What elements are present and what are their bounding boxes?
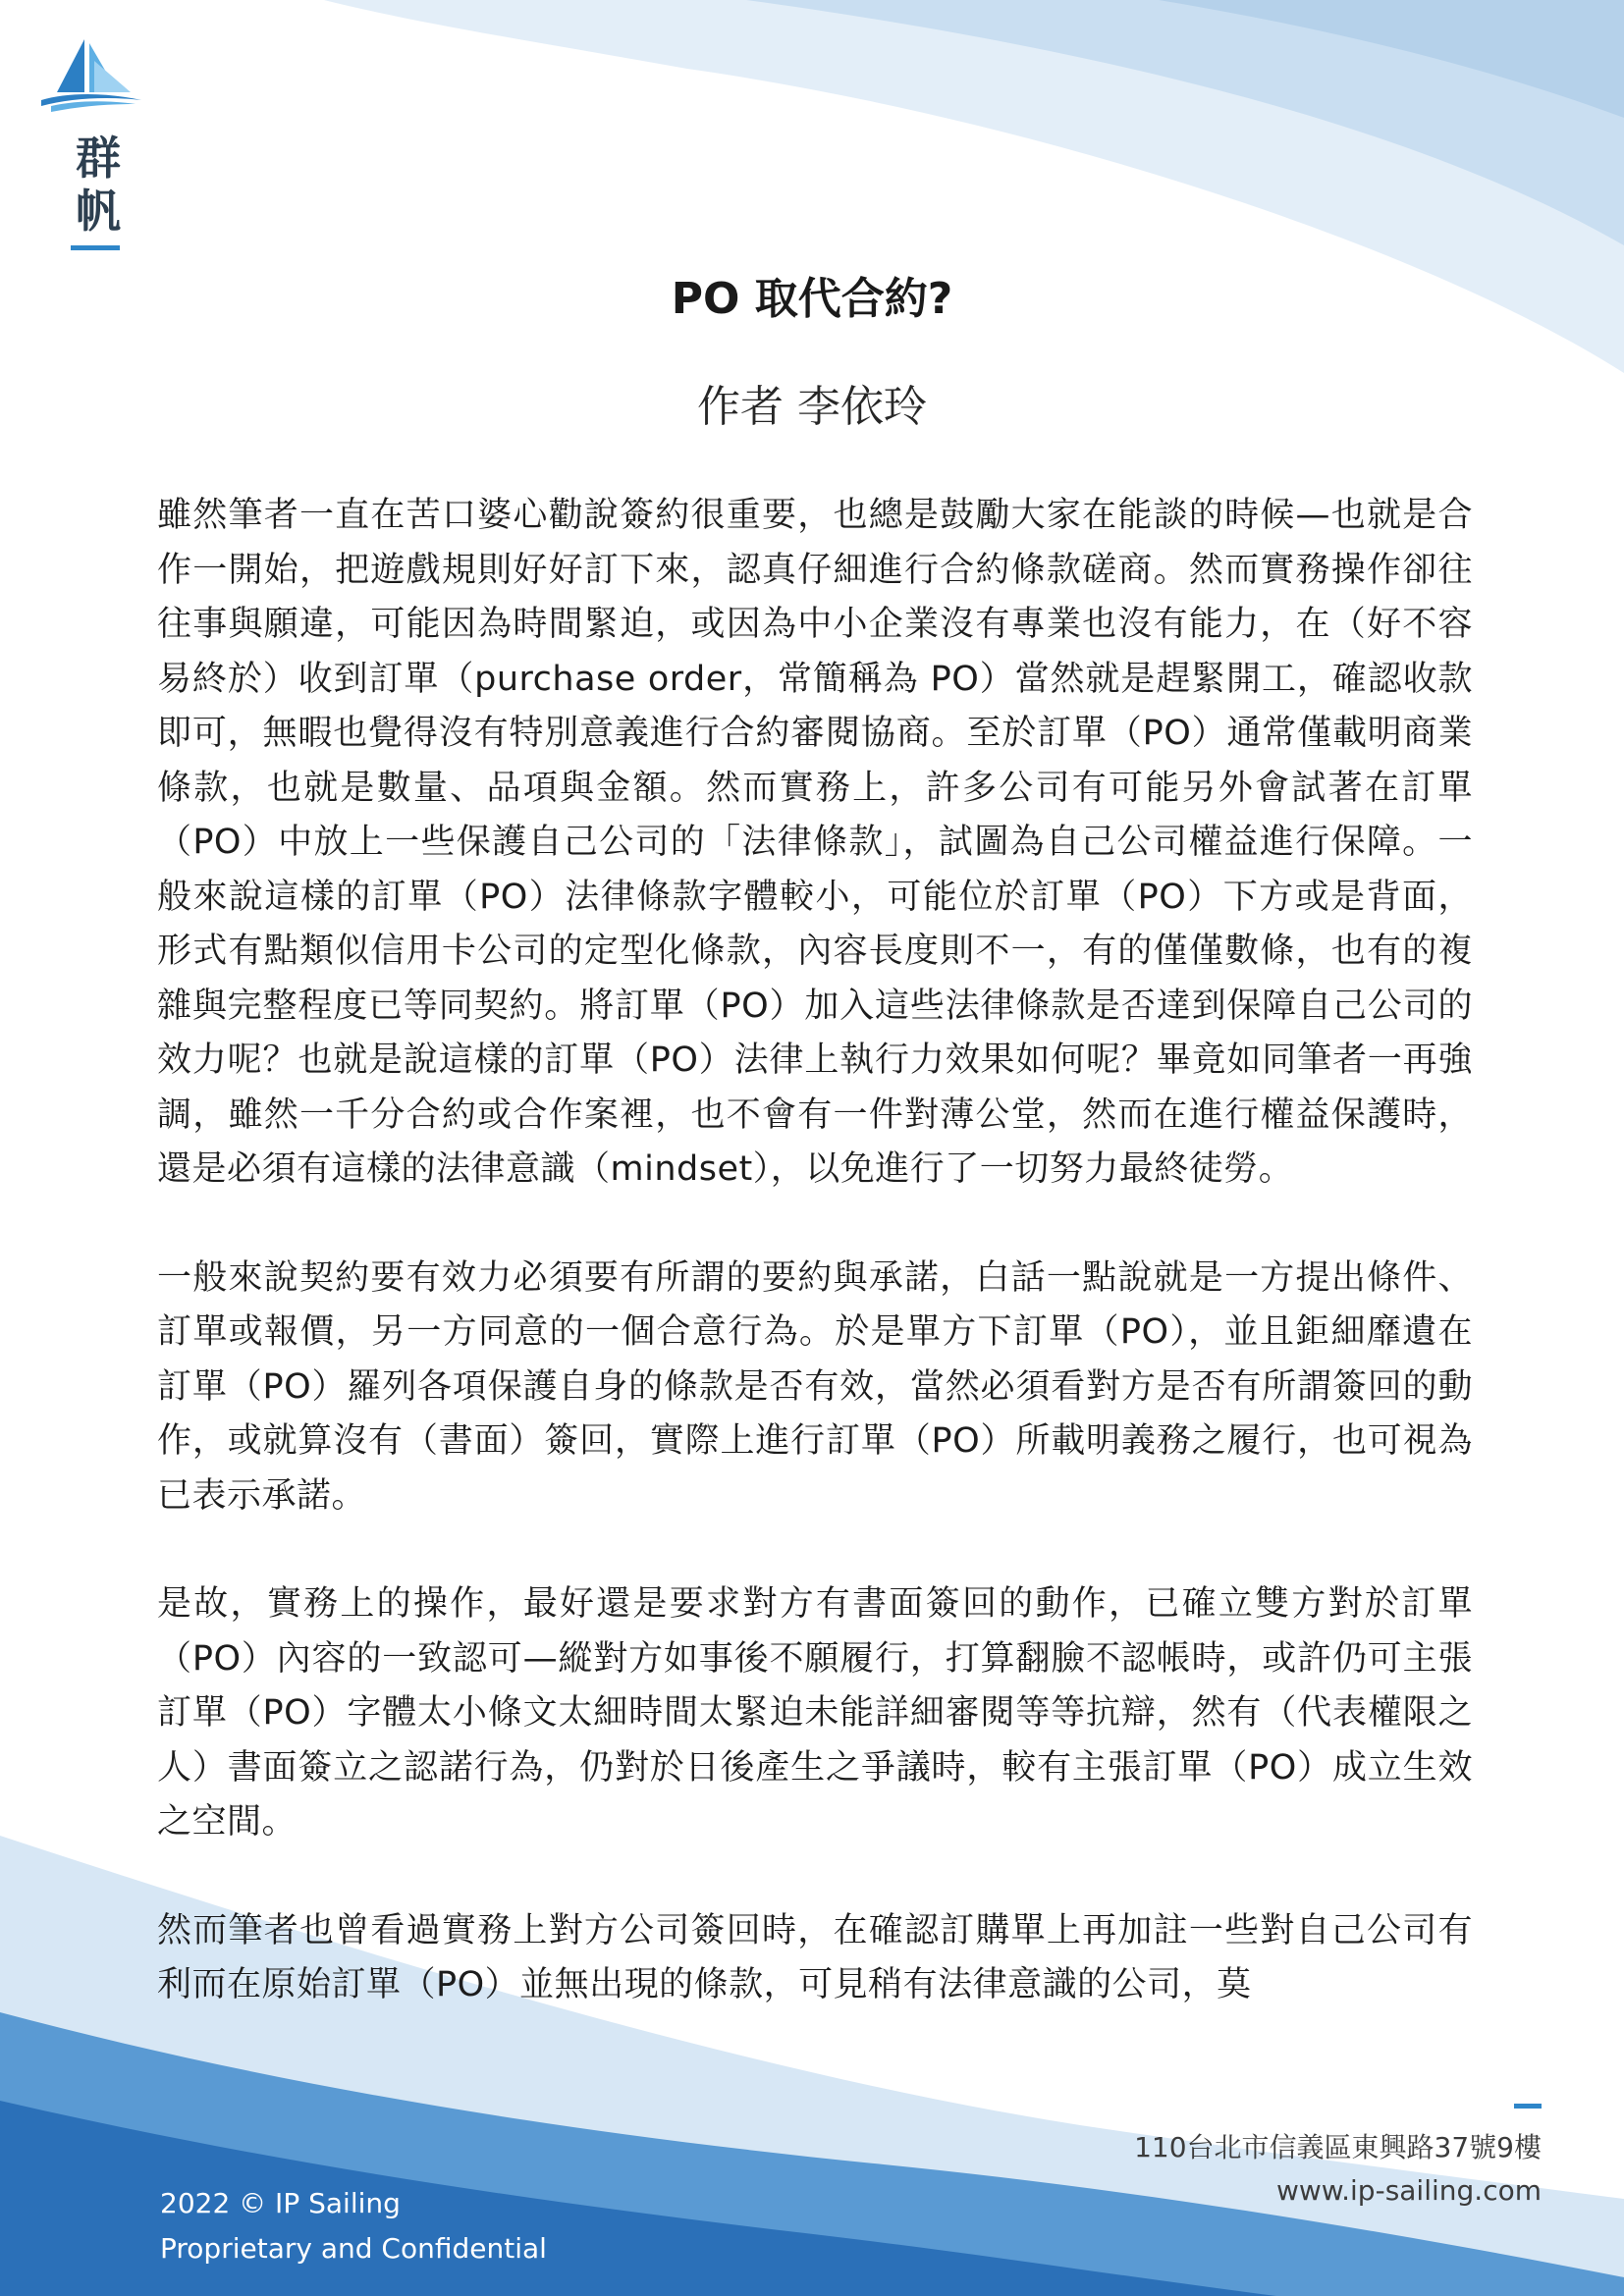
brand-char-2: 帆: [76, 185, 121, 238]
sailboat-icon: [37, 35, 145, 114]
brand-name: [69, 132, 128, 238]
footer-address: 110台北市信義區東興路37號9樓: [1134, 2131, 1542, 2163]
paragraph-1: 雖然筆者一直在苦口婆心勸說簽約很重要，也總是鼓勵大家在能談的時候—也就是合作一開始，把遊戲規則好好訂下來，認真仔細進行合約條款磋商。然而實務操作卻往往事與願違，可能因為時間緊迫，或因為中小企業沒有專業也沒有能力，在（好不容易終於）收到訂單（purchase order，常簡稱為 PO）當然就是趕緊開工，確認收款即可，無暇也覺得沒有特別意義進行合約審閱協商。至於訂單（PO）通常僅載明商業條款，也就是數量、品項與金額。然而實務上，許多公司有可能另外會試著在訂單（PO）中放上一些保護自己公司的「法律條款」，試圖為自己公司權益進行保障。一般來說這樣的訂單（PO）法律條款字體較小，可能位於訂單（PO）下方或是背面，形式有點類似信用卡公司的定型化條款，內容長度則不一，有的僅僅數條，也有的複雜與完整程度已等同契約。將訂單（PO）加入這些法律條款是否達到保障自己公司的效力呢？也就是說這樣的訂單（PO）法律上執行力效果如何呢？畢竟如同筆者一再強調，雖然一千分合約或合作案裡，也不會有一件對薄公堂，然而在進行權益保護時，還是必須有這樣的法律意識（mindset），以免進行了一切努力最終徒勞。: [157, 496, 1473, 1189]
footer-confidential: Proprietary and Confidential: [160, 2232, 547, 2265]
footer-legal: [160, 2181, 547, 2271]
paragraph-3: 是故，實務上的操作，最好還是要求對方有書面簽回的動作，已確立雙方對於訂單（PO）內容的一致認可—縱對方如事後不願履行，打算翻臉不認帳時，或許仍可主張訂單（PO）字體太小條文太細時間太緊迫未能詳細審閱等等抗辯，然有（代表權限之人）書面簽立之認諾行為，仍對於日後產生之爭議時，較有主張訂單（PO）成立生效之空間。: [157, 1584, 1473, 1842]
article-body: [157, 489, 1473, 2067]
brand-underline: [71, 245, 120, 250]
footer-copyright: 2022 © IP Sailing: [160, 2187, 401, 2219]
footer-contact: [1134, 2126, 1542, 2213]
article-author: 作者 李依玲: [697, 382, 927, 432]
paragraph-2: 一般來說契約要有效力必須要有所謂的要約與承諾，白話一點說就是一方提出條件、訂單或報價，另一方同意的一個合意行為。於是單方下訂單（PO），並且鉅細靡遺在訂單（PO）羅列各項保護自身的條款是否有效，當然必須看對方是否有所謂簽回的動作，或就算沒有（書面）簽回，實際上進行訂單（PO）所載明義務之履行，也可視為已表示承諾。: [157, 1257, 1473, 1516]
paragraph-4: 然而筆者也曾看過實務上對方公司簽回時，在確認訂購單上再加註一些對自己公司有利而在原始訂單（PO）並無出現的條款，可見稍有法律意識的公司，莫: [157, 1910, 1473, 2004]
brand-char-1: 群: [76, 132, 121, 185]
footer-accent-bar: [1514, 2104, 1542, 2109]
footer-website-link[interactable]: www.ip-sailing.com: [1276, 2174, 1542, 2207]
brand-logo: [37, 35, 145, 238]
article-title: PO 取代合約?: [671, 274, 953, 324]
